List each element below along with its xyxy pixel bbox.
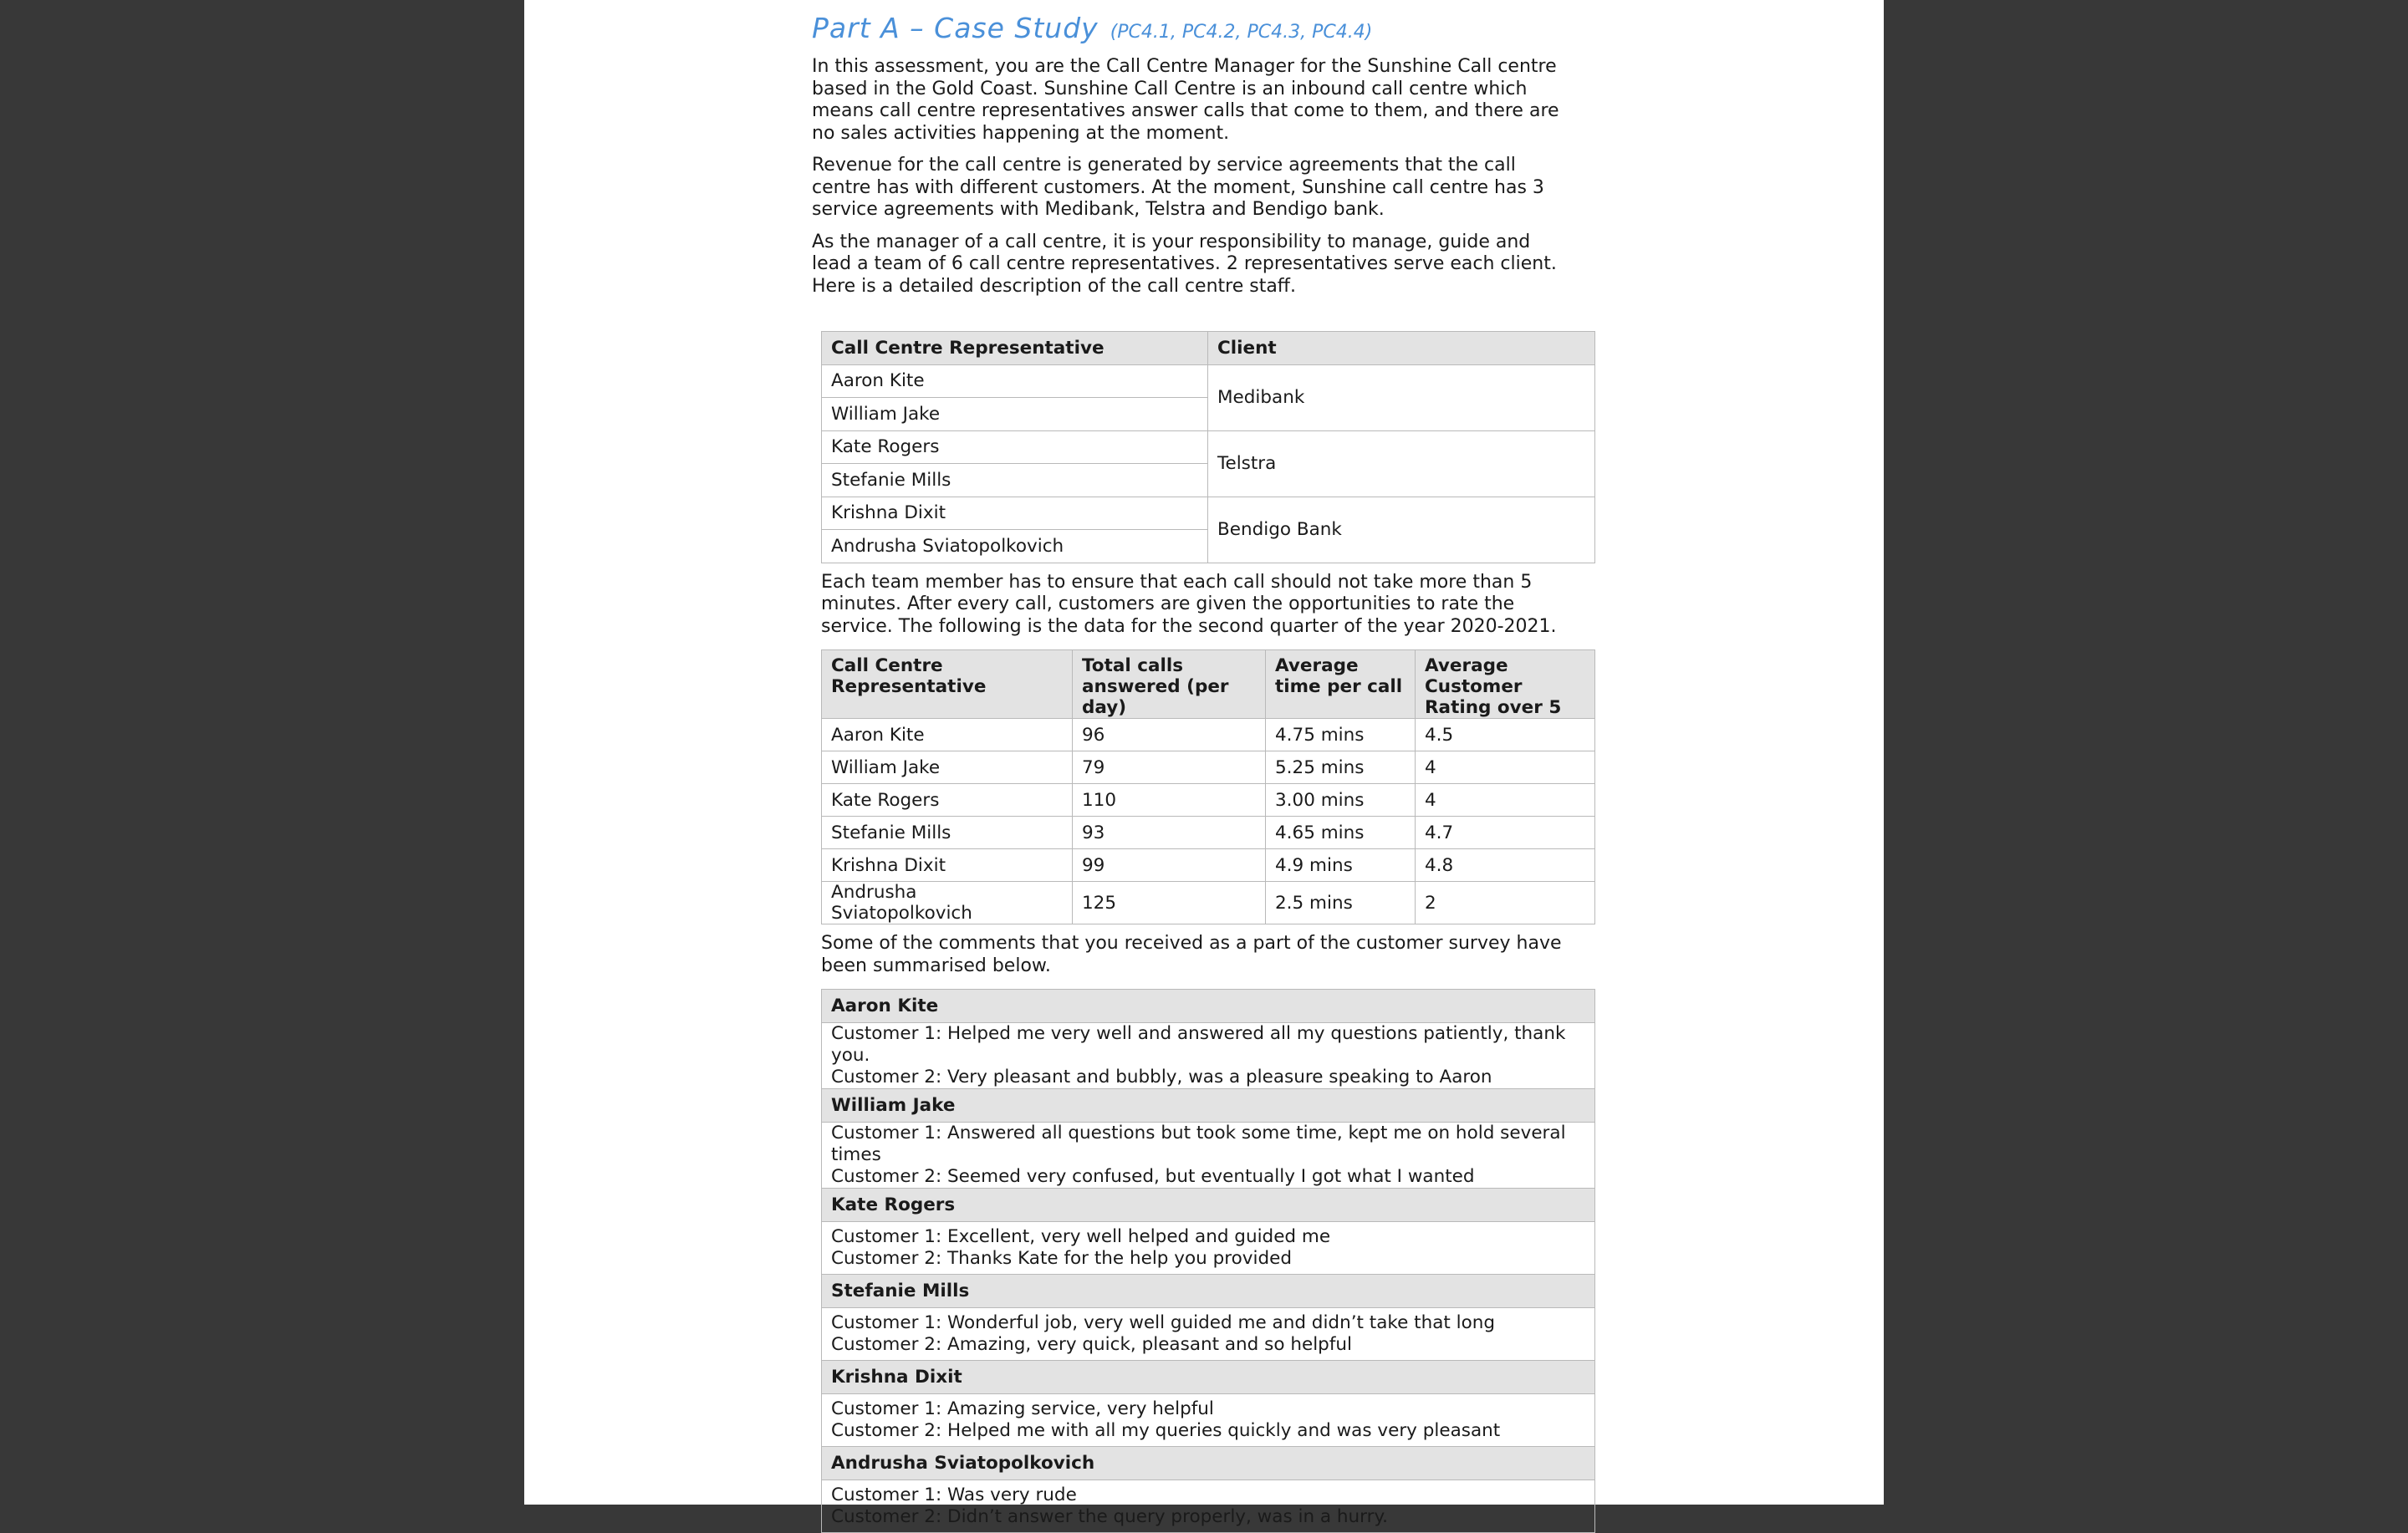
- total-calls: 96: [1073, 719, 1266, 751]
- table-header-row: [822, 332, 1595, 365]
- total-calls: 99: [1073, 849, 1266, 882]
- heading-title: Part A – Case Study: [812, 12, 1099, 44]
- client-name: Bendigo Bank: [1208, 497, 1595, 563]
- header-average-time: Average time per call: [1266, 650, 1416, 719]
- total-calls: 125: [1073, 882, 1266, 924]
- comment-rep-name: Stefanie Mills: [822, 1275, 1595, 1308]
- rep-name: William Jake: [822, 751, 1073, 784]
- rep-name: Andrusha Sviatopolkovich: [822, 882, 1073, 924]
- rep-name: Aaron Kite: [822, 364, 1208, 398]
- average-time: 3.00 mins: [1266, 784, 1416, 817]
- header-representative: Call Centre Representative: [822, 332, 1208, 365]
- intro-paragraph: In this assessment, you are the Call Centre Manager for the Sunshine Call centre based in the Gold Coast. Sunshine Call Centre is an inbound call centre which means call centre representatives answer calls that come to them, and there are no sales activities happening at the moment.: [812, 56, 1559, 144]
- total-calls: 79: [1073, 751, 1266, 784]
- revenue-paragraph: Revenue for the call centre is generated by service agreements that the call centre has with different customers. At the moment, Sunshine call centre has 3 service agreements with Medibank, Telstra and Bendigo bank.: [812, 155, 1544, 220]
- comment-rep-name: Kate Rogers: [822, 1189, 1595, 1222]
- rep-name: Andrusha Sviatopolkovich: [822, 530, 1208, 563]
- average-rating: 4.5: [1416, 719, 1595, 751]
- average-rating: 4: [1416, 751, 1595, 784]
- customer-comment: Customer 1: Answered all questions but took some time, kept me on hold several times: [831, 1123, 1566, 1165]
- rep-name: Krishna Dixit: [822, 497, 1208, 530]
- total-calls: 93: [1073, 817, 1266, 849]
- comment-rep-name: Aaron Kite: [822, 990, 1595, 1023]
- table-row: [822, 430, 1595, 464]
- comment-rep-name: Krishna Dixit: [822, 1361, 1595, 1394]
- comment-row: [822, 1123, 1595, 1189]
- header-representative: Call Centre Representative: [822, 650, 1073, 719]
- customer-comment: Customer 2: Thanks Kate for the help you provided: [831, 1248, 1293, 1269]
- comment-header-row: [822, 1189, 1595, 1222]
- client-name: Medibank: [1208, 364, 1595, 430]
- heading-codes: (PC4.1, PC4.2, PC4.3, PC4.4): [1110, 22, 1373, 43]
- table-header-row: [822, 650, 1595, 719]
- performance-table: [821, 649, 1595, 924]
- comment-rep-name: Andrusha Sviatopolkovich: [822, 1447, 1595, 1480]
- comment-row: [822, 1222, 1595, 1275]
- total-calls: 110: [1073, 784, 1266, 817]
- comment-header-row: [822, 990, 1595, 1023]
- comment-cell: [822, 1480, 1595, 1533]
- comment-cell: [822, 1123, 1595, 1189]
- comment-header-row: [822, 1447, 1595, 1480]
- rep-name: Stefanie Mills: [822, 464, 1208, 497]
- header-average-rating: Average Customer Rating over 5: [1416, 650, 1595, 719]
- rep-name: Kate Rogers: [822, 430, 1208, 464]
- comment-cell: [822, 1222, 1595, 1275]
- average-time: 5.25 mins: [1266, 751, 1416, 784]
- performance-paragraph: Each team member has to ensure that each call should not take more than 5 minutes. After every call, customers are given the opportunities to rate the service. The following is the data for the second quarter of the year 2020-2021.: [821, 571, 1557, 637]
- average-time: 4.9 mins: [1266, 849, 1416, 882]
- average-time: 4.65 mins: [1266, 817, 1416, 849]
- section-heading: [812, 12, 1648, 44]
- customer-comment: Customer 2: Helped me with all my queries quickly and was very pleasant: [831, 1420, 1501, 1441]
- table-row: [822, 817, 1595, 849]
- average-time: 2.5 mins: [1266, 882, 1416, 924]
- customer-comment: Customer 1: Was very rude: [831, 1485, 1077, 1505]
- average-rating: 4.7: [1416, 817, 1595, 849]
- customer-comment: Customer 1: Helped me very well and answered all my questions patiently, thank you.: [831, 1023, 1566, 1066]
- table-row: [822, 849, 1595, 882]
- average-rating: 2: [1416, 882, 1595, 924]
- comments-paragraph: Some of the comments that you received as a part of the customer survey have been summarised below.: [821, 933, 1562, 976]
- manager-paragraph: As the manager of a call centre, it is your responsibility to manage, guide and lead a team of 6 call centre representatives. 2 representatives serve each client. Here is a detailed description of the call centre staff.: [812, 231, 1557, 297]
- table-row: [822, 719, 1595, 751]
- comment-row: [822, 1480, 1595, 1533]
- customer-comment: Customer 2: Very pleasant and bubbly, was a pleasure speaking to Aaron: [831, 1067, 1492, 1087]
- client-name: Telstra: [1208, 430, 1595, 497]
- comments-table: [821, 989, 1595, 1533]
- comment-rep-name: William Jake: [822, 1089, 1595, 1123]
- staff-table: [821, 331, 1595, 563]
- page-content: [812, 12, 1648, 1533]
- comment-header-row: [822, 1361, 1595, 1394]
- rep-name: Kate Rogers: [822, 784, 1073, 817]
- header-client: Client: [1208, 332, 1595, 365]
- comment-row: [822, 1308, 1595, 1361]
- customer-comment: Customer 2: Amazing, very quick, pleasant and so helpful: [831, 1334, 1352, 1355]
- table-row: [822, 784, 1595, 817]
- comment-row: [822, 1023, 1595, 1089]
- rep-name: Krishna Dixit: [822, 849, 1073, 882]
- rep-name: William Jake: [822, 398, 1208, 431]
- average-rating: 4: [1416, 784, 1595, 817]
- table-row: [822, 364, 1595, 398]
- comment-row: [822, 1394, 1595, 1447]
- comment-cell: [822, 1394, 1595, 1447]
- table-row: [822, 882, 1595, 924]
- customer-comment: Customer 2: Seemed very confused, but eventually I got what I wanted: [831, 1166, 1475, 1187]
- header-total-calls: Total calls answered (per day): [1073, 650, 1266, 719]
- table-row: [822, 751, 1595, 784]
- customer-comment: Customer 1: Wonderful job, very well guided me and didn’t take that long: [831, 1312, 1496, 1333]
- comment-header-row: [822, 1089, 1595, 1123]
- comment-cell: [822, 1023, 1595, 1089]
- comment-header-row: [822, 1275, 1595, 1308]
- average-time: 4.75 mins: [1266, 719, 1416, 751]
- customer-comment: Customer 2: Didn’t answer the query properly, was in a hurry.: [831, 1506, 1388, 1527]
- rep-name: Stefanie Mills: [822, 817, 1073, 849]
- table-row: [822, 497, 1595, 530]
- average-rating: 4.8: [1416, 849, 1595, 882]
- customer-comment: Customer 1: Amazing service, very helpful: [831, 1398, 1214, 1419]
- comment-cell: [822, 1308, 1595, 1361]
- document-page[interactable]: [524, 0, 1884, 1527]
- rep-name: Aaron Kite: [822, 719, 1073, 751]
- customer-comment: Customer 1: Excellent, very well helped and guided me: [831, 1226, 1331, 1247]
